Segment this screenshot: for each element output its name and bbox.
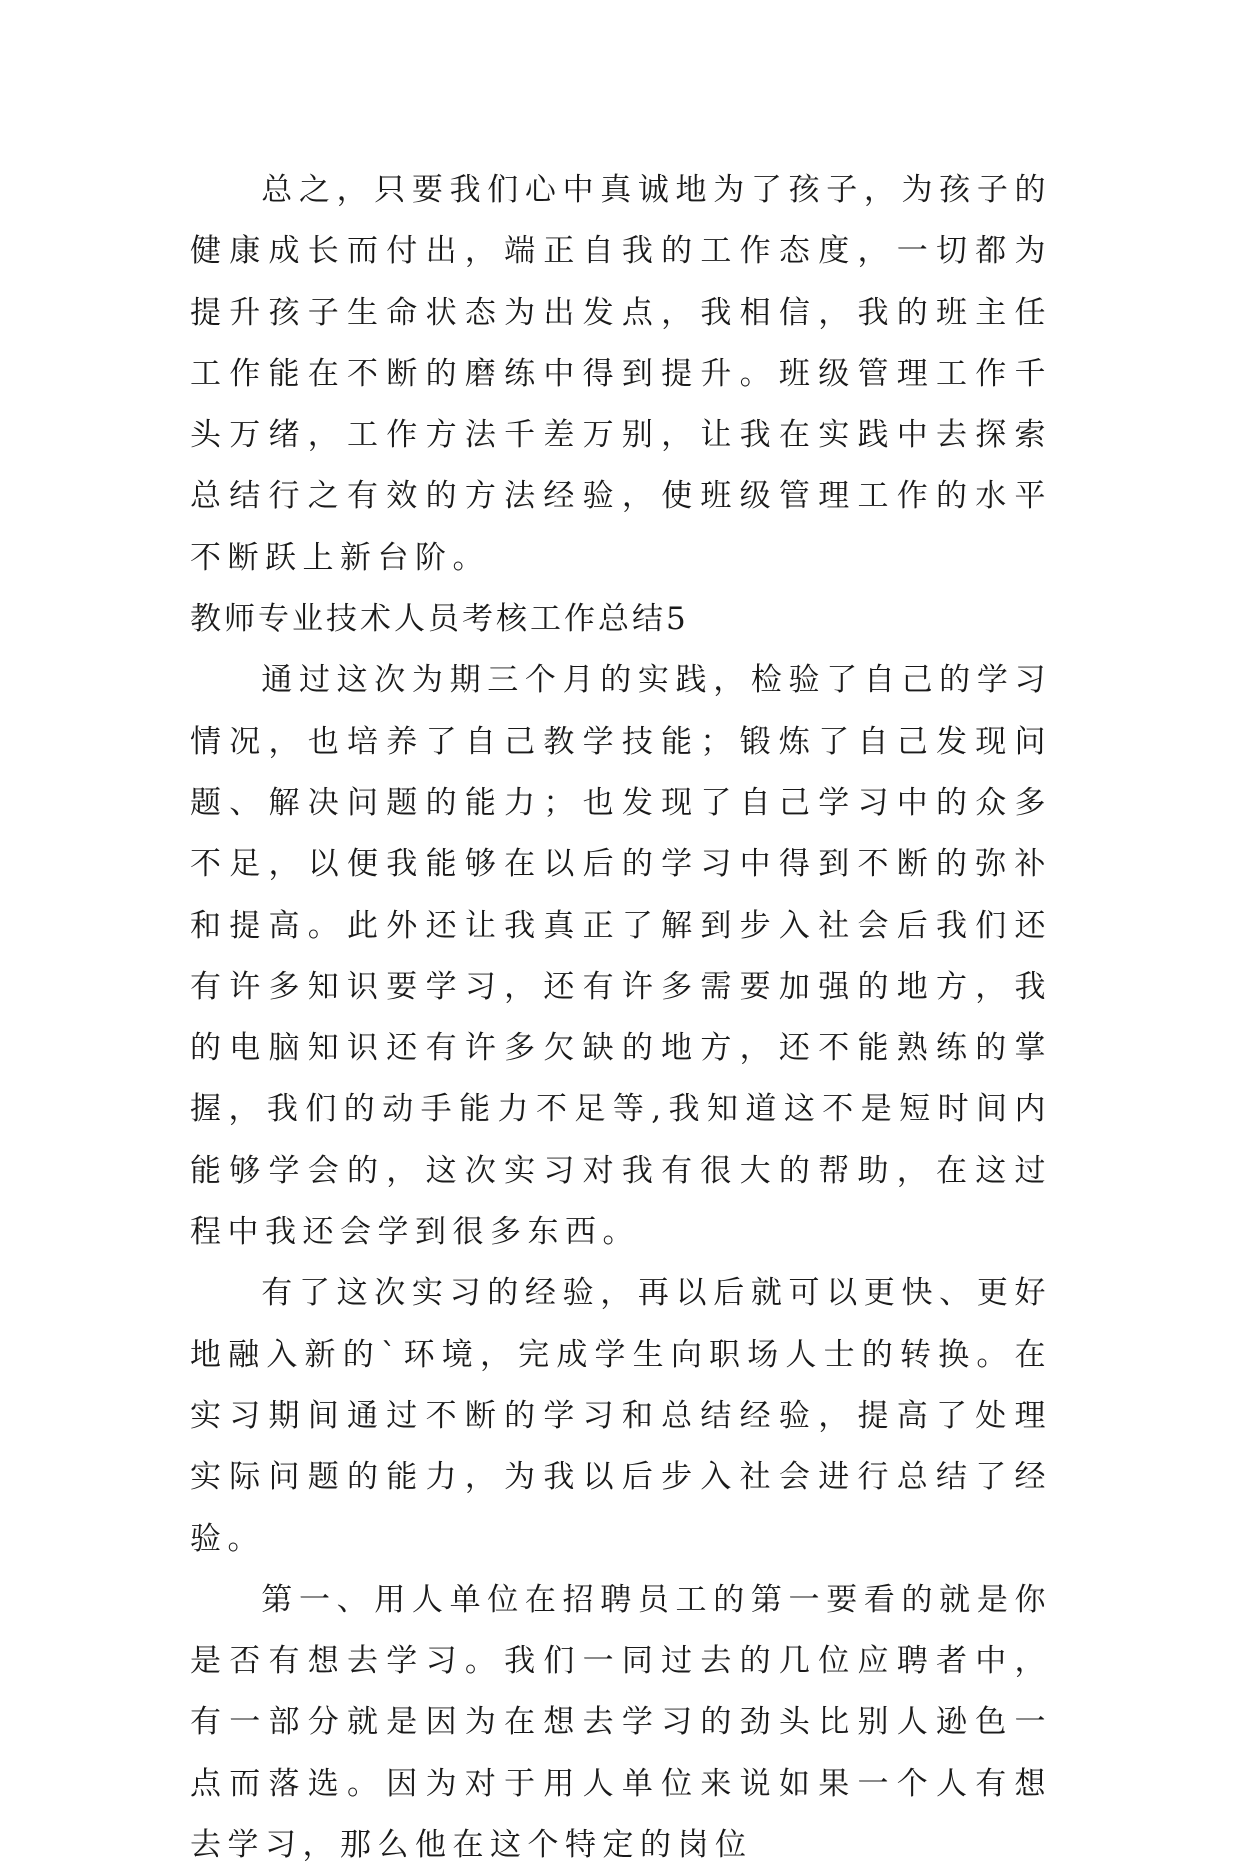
paragraph-point-one: 第一、用人单位在招聘员工的第一要看的就是你是否有想去学习。我们一同过去的几位应聘者中，有一部分就是因为在想去学习的劲头比别人逊色一点而落选。因为对于用人单位来说如果一个人有想去学习，那么他在这个特定的岗位 [190, 1581, 1052, 1864]
paragraph-practice: 通过这次为期三个月的实践，检验了自己的学习情况，也培养了自己教学技能；锻炼了自己发现问题、解决问题的能力；也发现了自己学习中的众多不足，以便我能够在以后的学习中得到不断的弥补和提高。此外还让我真正了解到步入社会后我们还有许多知识要学习，还有许多需要加强的地方，我的电脑知识还有许多欠缺的地方，还不能熟练的掌握，我们的动手能力不足等,我知道这不是短时间内能够学会的，这次实习对我有很大的帮助，在这过程中我还会学到很多东西。 [190, 662, 1052, 1251]
paragraph-conclusion: 总之，只要我们心中真诚地为了孩子，为孩子的健康成长而付出，端正自我的工作态度，一切都为提升孩子生命状态为出发点，我相信，我的班主任工作能在不断的磨练中得到提升。班级管理工作千头万绪，工作方法千差万别，让我在实践中去探索总结行之有效的方法经验，使班级管理工作的水平不断跃上新台阶。 [190, 172, 1052, 576]
paragraph-experience: 有了这次实习的经验，再以后就可以更快、更好地融入新的`环境，完成学生向职场人士的转换。在实习期间通过不断的学习和总结经验，提高了处理实际问题的能力，为我以后步入社会进行总结了经验。 [190, 1275, 1052, 1557]
document-body [190, 160, 1052, 1876]
section-heading: 教师专业技术人员考核工作总结5 [190, 601, 689, 638]
